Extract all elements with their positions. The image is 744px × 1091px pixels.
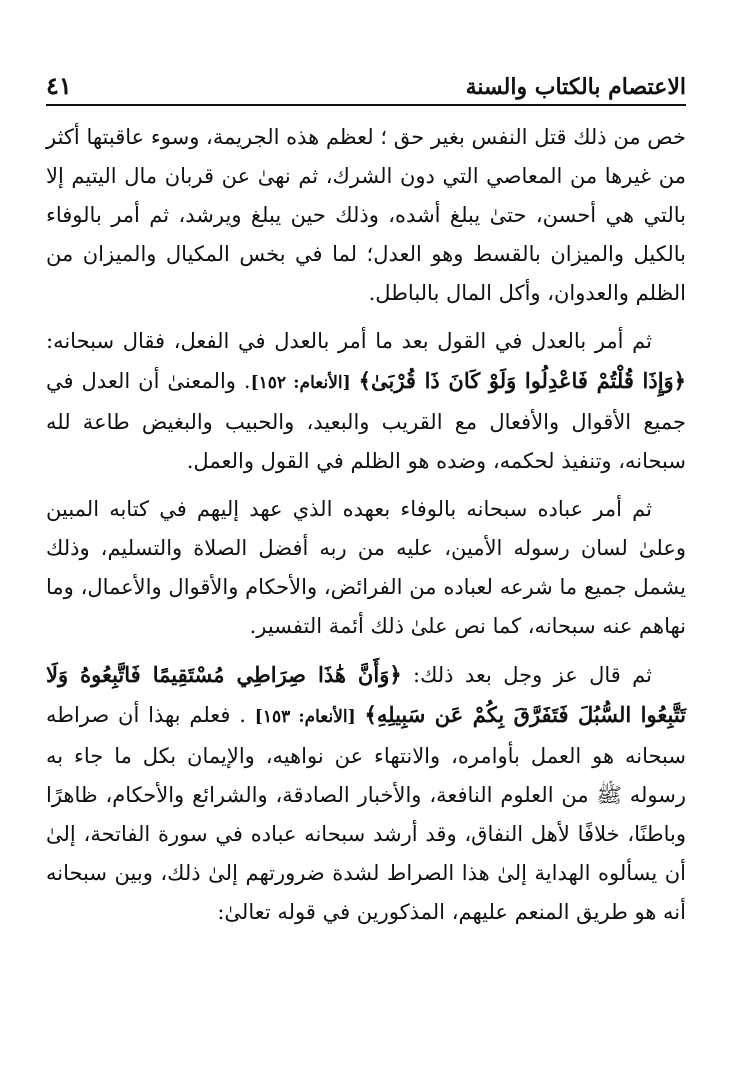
paragraph-3-text: ثم أمر عباده سبحانه بالوفاء بعهده الذي عهد إليهم في كتابه المبين وعلىٰ لسان رسوله الأمين، عليه من ربه أفضل الصلاة والتسليم، وذلك يشمل جميع ما شرعه لعباده من الفرائض، والأحكام والأقوال والأعمال، وما نهاهم عنه سبحانه، كما نص علىٰ ذلك أئمة التفسير. [46,497,686,638]
paragraph-1-text: خص من ذلك قتل النفس بغير حق ؛ لعظم هذه الجريمة، وسوء عاقبتها أكثر من غيرها من المعاصي التي دون الشرك، ثم نهىٰ عن قربان مال اليتيم إلا بالتي هي أحسن، حتىٰ يبلغ أشده، وذلك حين يبلغ ويرشد، ثم أمر بالوفاء بالكيل والميزان بالقسط وهو العدل؛ لما في بخس المكيال والميزان من الظلم والعدوان، وأكل المال بالباطل. [46,125,686,305]
paragraph-2-rest: . والمعنىٰ أن العدل في جميع الأقوال والأفعال مع القريب والبعيد، والحبيب والبغيض طاعة لله سبحانه، وتنفيذ لحكمه، وضده هو الظلم في القول والعمل. [46,369,686,473]
paragraph-2-intro: ثم أمر بالعدل في القول بعد ما أمر بالعدل في الفعل، فقال سبحانه: [46,329,652,353]
page-number: ٤١ [46,71,72,100]
paragraph-3 [46,490,686,646]
running-title: الاعتصام بالكتاب والسنة [465,74,686,100]
paragraph-2 [46,322,686,481]
quran-verse-anam-153: ﴿وَأَنَّ هَٰذَا صِرَاطِي مُسْتَقِيمًا فَاتَّبِعُوهُ وَلَا تَتَّبِعُوا السُّبُلَ فَتَفَرَّقَ بِكُمْ عَن سَبِيلِهِ﴾ [46,662,687,727]
header-rule [46,104,686,106]
page-body [46,118,686,941]
paragraph-4 [46,655,686,932]
paragraph-4-rest: . فعلم بهذا أن صراطه سبحانه هو العمل بأوامره، والانتهاء عن نواهيه، والإيمان بكل ما جاء به رسوله ﷺ من العلوم النافعة، والأخبار الصادقة، والشرائع والأحكام، ظاهرًا وباطنًا، خلافًا لأهل النفاق، وقد أرشد سبحانه عباده في سورة الفاتحة، إلىٰ أن يسألوه الهداية إلىٰ هذا الصراط لشدة ضرورتهم إلىٰ ذلك، وبين سبحانه أنه هو طريق المنعم عليهم، المذكورين في قوله تعالىٰ: [46,703,686,924]
paragraph-1 [46,118,686,313]
verse-reference-anam-152: [الأنعام: ١٥٢] [250,373,351,393]
paragraph-4-intro: ثم قال عز وجل بعد ذلك: [401,663,652,687]
verse-reference-anam-153: [الأنعام: ١٥٣] [254,707,356,727]
quran-verse-anam-152: ﴿وَإِذَا قُلْتُمْ فَاعْدِلُوا وَلَوْ كَانَ ذَا قُرْبَىٰ﴾ [358,368,686,393]
page-header [46,66,686,100]
